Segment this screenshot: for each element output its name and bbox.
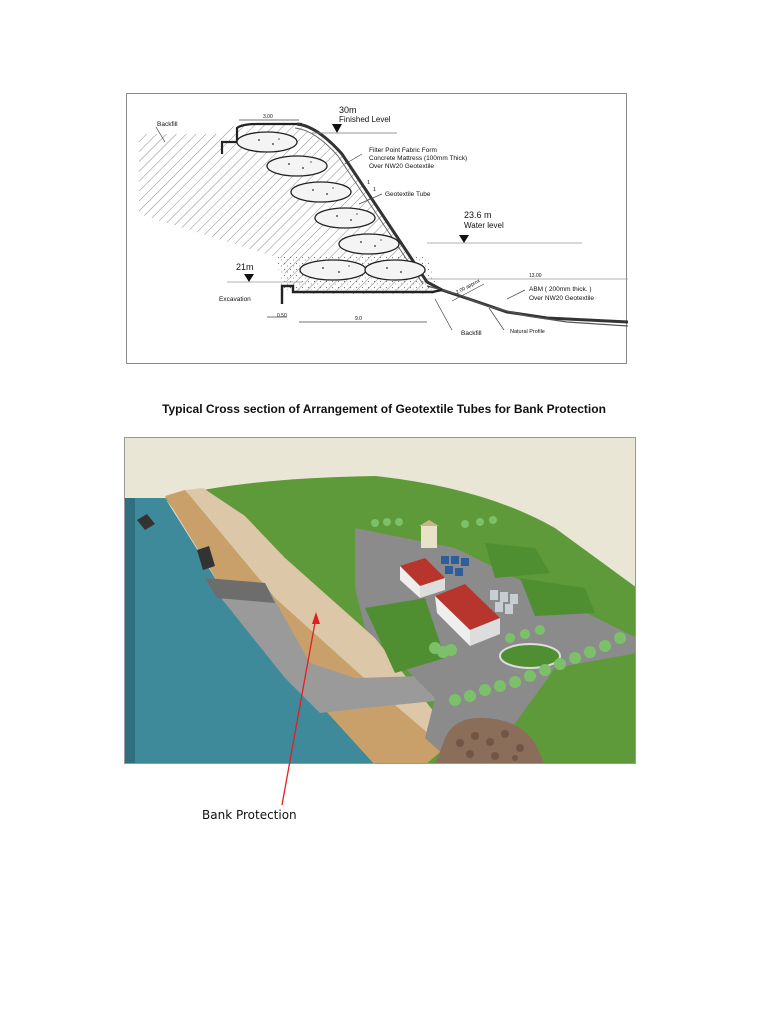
label-right-span: 13.00 xyxy=(529,273,542,279)
label-backfill-bottom: Backfill xyxy=(461,330,482,337)
label-backfill-top: Backfill xyxy=(157,121,178,128)
label-finished-level-elev: 30m xyxy=(339,105,357,115)
label-finished-level: Finished Level xyxy=(339,115,391,124)
label-water-level-elev: 23.6 m xyxy=(464,210,492,220)
label-small-left: 0.50 xyxy=(277,313,287,319)
label-natural-profile: Natural Profile xyxy=(510,329,545,335)
label-slope-ratio-side: 1 xyxy=(373,187,377,193)
label-water-level: Water level xyxy=(464,221,504,230)
label-abm-2: Over NW20 Geotextile xyxy=(529,295,595,302)
label-abm-1: ABM ( 200mm thick. ) xyxy=(529,286,592,293)
label-mattress-1: Filter Point Fabric Form xyxy=(369,147,437,154)
figure-caption: Typical Cross section of Arrangement of Geotextile Tubes for Bank Protection xyxy=(162,402,606,416)
label-top-width: 3.00 xyxy=(263,114,273,120)
label-bottom-width: 9.0 xyxy=(355,316,362,322)
label-toe-length: 2.00 approx xyxy=(455,278,482,296)
label-mattress-3: Over NW20 Geotextile xyxy=(369,163,435,170)
label-excavation-elev: 21m xyxy=(236,262,254,272)
label-slope-ratio-top: 1 xyxy=(367,180,371,186)
label-geotextile-tube: Geotextile Tube xyxy=(385,191,431,198)
label-excavation: Excavation xyxy=(219,296,251,303)
label-mattress-2: Concrete Mattress (100mm Thick) xyxy=(369,155,468,162)
bank-protection-label: Bank Protection xyxy=(202,808,297,822)
